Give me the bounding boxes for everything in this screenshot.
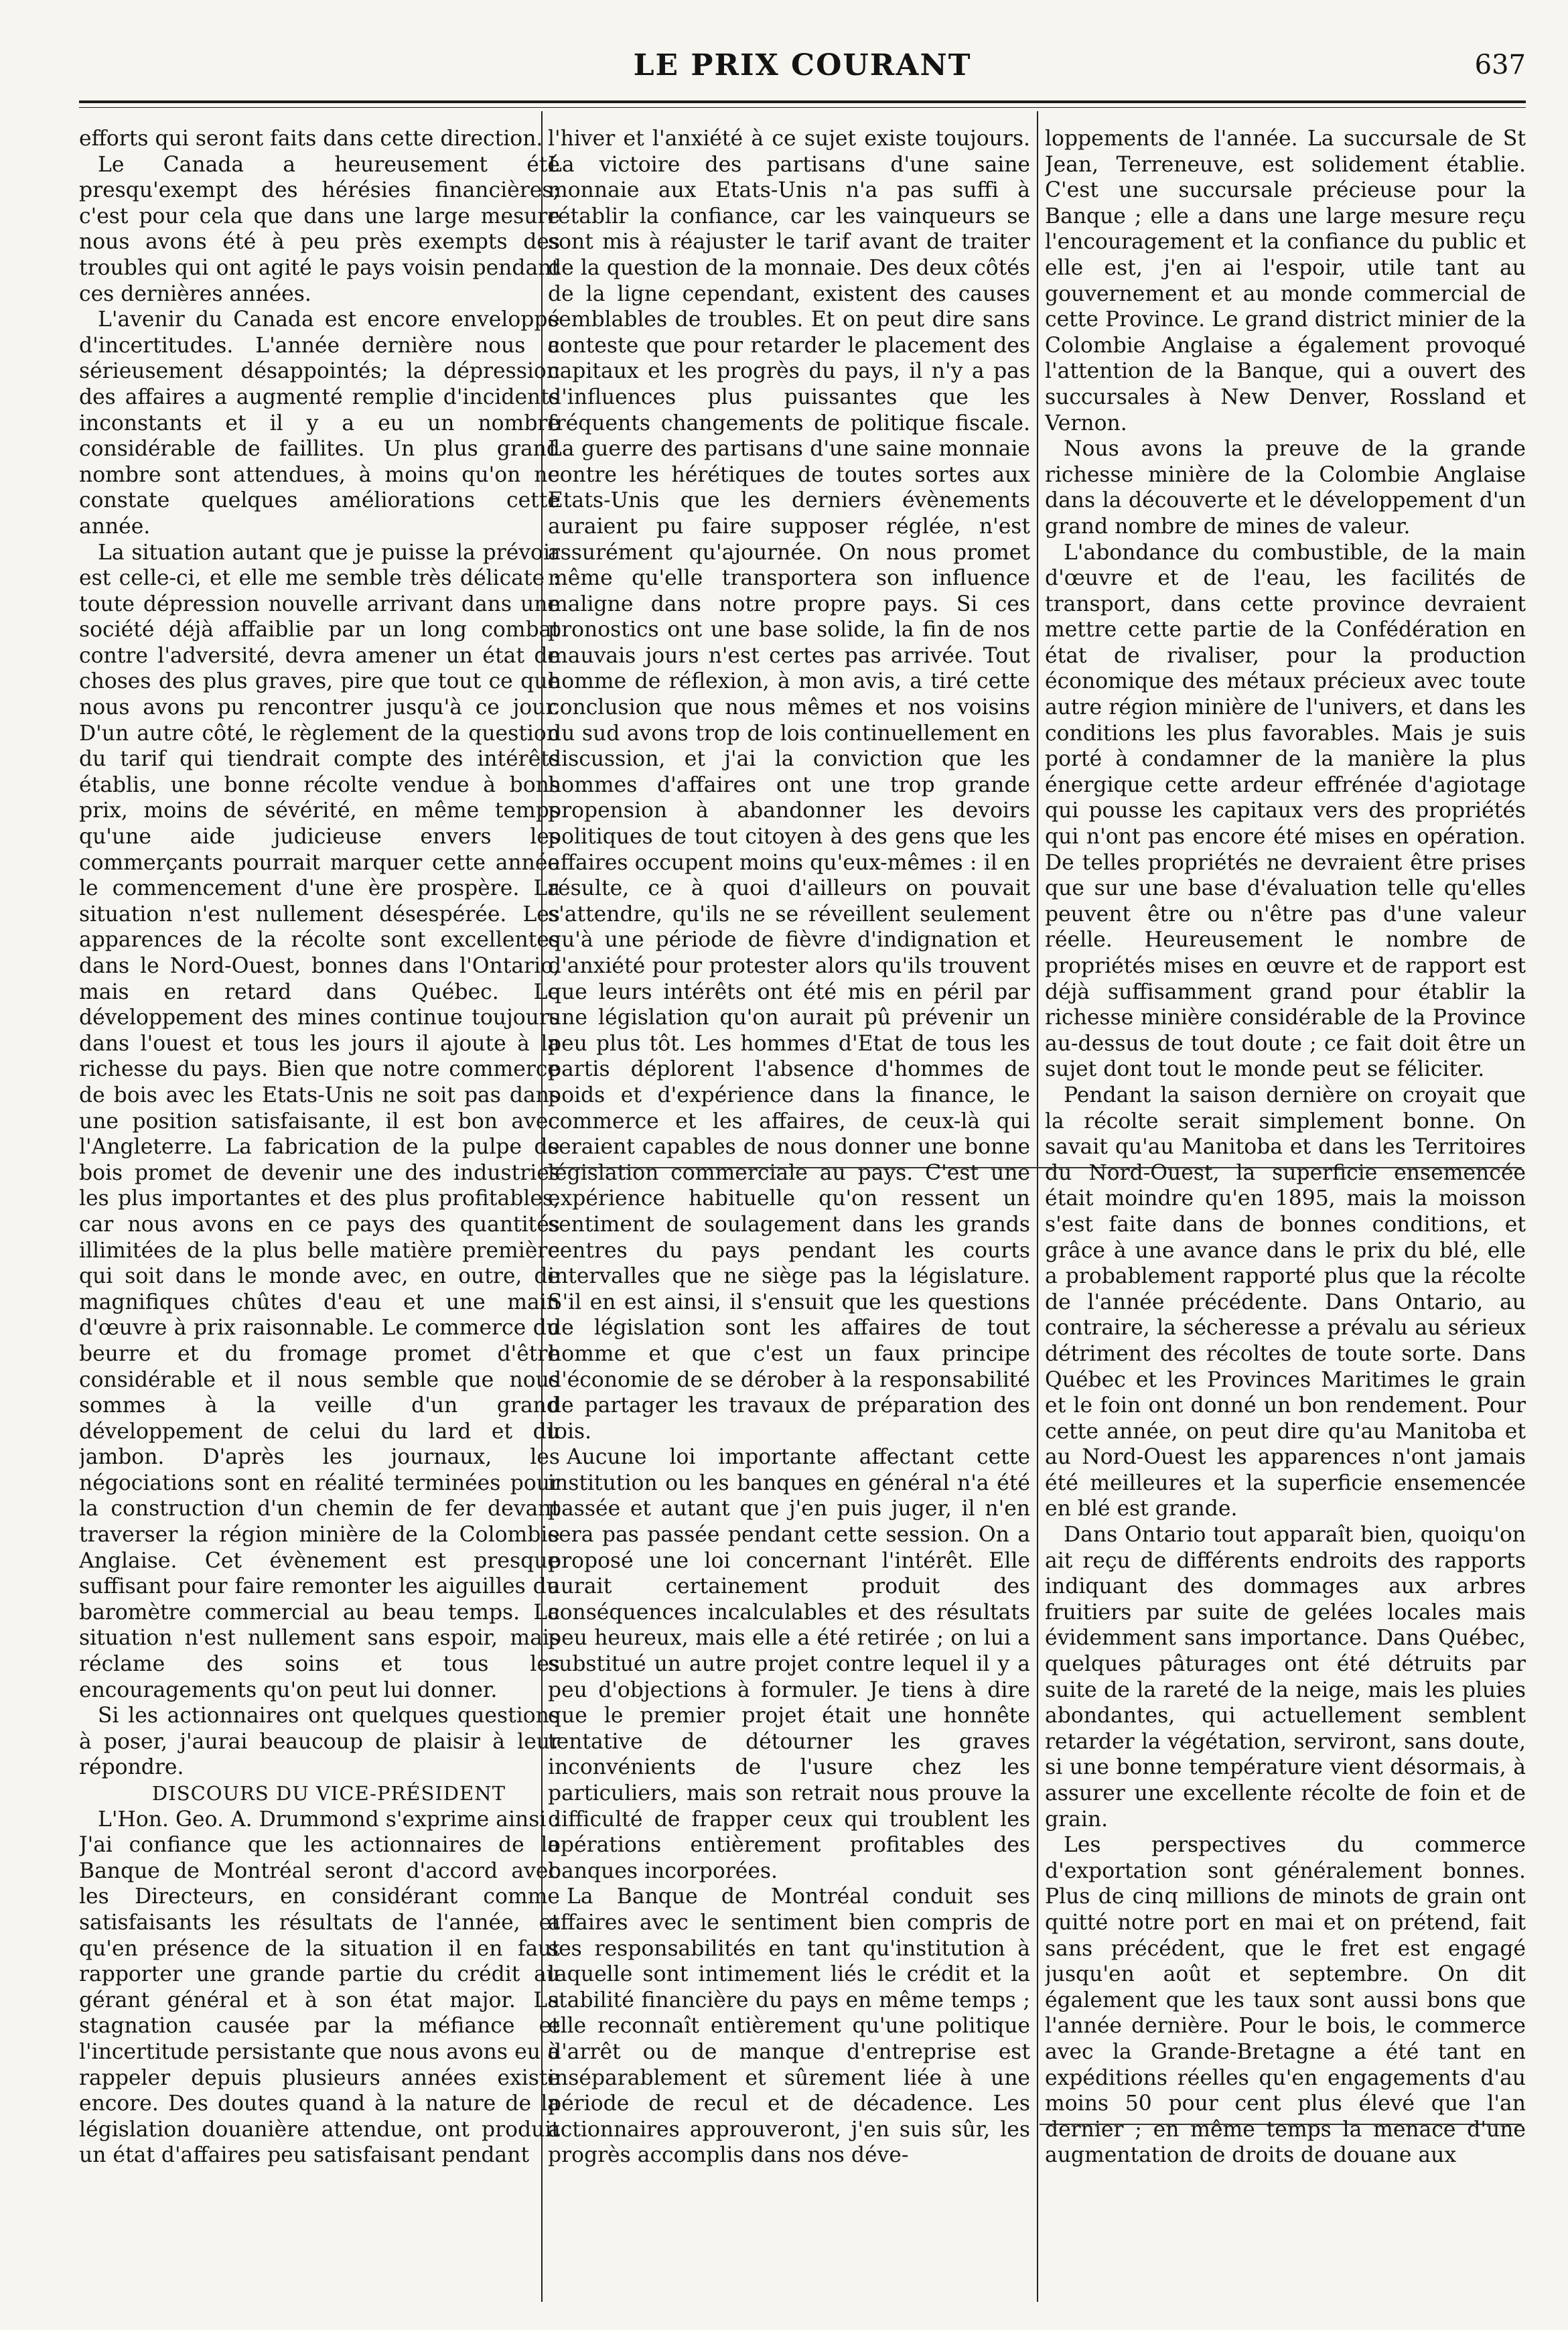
running-title: LE PRIX COURANT xyxy=(633,48,972,82)
paragraph: l'hiver et l'anxiété à ce sujet existe toujours. La victoire des partisans d'une saine monnaie aux Etats-Unis n'a pas suffi à rétablir la confiance, car les vainqueurs se sont mis à réajuster le tarif avant de traiter de la question de la monnaie. Des deux côtés de la ligne cependant, existent des causes semblables de troubles. Et on peut dire sans conteste que pour retarder le placement des capitaux et les progrès du pays, il n'y a pas d'influences plus puissantes que les fréquents changements de politique fiscale. La guerre des partisans d'une saine monnaie contre les hérétiques de toutes sortes aux Etats-Unis que les derniers évènements auraient pu faire supposer réglée, n'est assurément qu'ajournée. On nous promet même qu'elle transportera son influence maligne dans notre propre pays. Si ces pronostics ont une base solide, la fin de nos mauvais jours n'est certes pas arrivée. Tout homme de réflexion, à mon avis, a tiré cette conclusion que nous mêmes et nos voisins du sud avons trop de lois continuellement en discussion, et j'ai la conviction que les hommes d'affaires ont une trop grande propension à abandonner les devoirs politiques de tout citoyen à des gens que les affaires occupent moins qu'eux-mêmes : il en résulte, ce à quoi d'ailleurs on pouvait s'attendre, qu'ils ne se réveillent seulement qu'à une période de fièvre d'indignation et d'anxiété pour protester alors qu'ils trouvent que leurs intérêts ont été mis en péril par une législation qu'on aurait pû prévenir un peu plus tôt. Les hommes d'Etat de tous les partis déplorent l'absence d'hommes de poids et d'expérience dans la finance, le commerce et les affaires, de ceux-là qui seraient capables de nous donner une bonne législation commerciale au pays. C'est une expérience habituelle qu'on ressent un sentiment de soulagement dans les grands centres du pays pendant les courts intervalles que ne siège pas la législature. S'il en est ainsi, il s'ensuit que les questions de législation sont les affaires de tout homme et que c'est un faux principe d'économie de se dérober à la responsabilité de partager les travaux de préparation des lois. xyxy=(548,127,1030,1444)
paragraph: L'abondance du combustible, de la main d'œuvre et de l'eau, les facilités de transport, dans cette province devraient mettre cette partie de la Confédération en état de rivaliser, pour la production économique des métaux précieux avec toute autre région minière de l'univers, et dans les conditions les plus favorables. Mais je suis porté à condamner de la manière la plus énergique cette ardeur effrénée d'agiotage qui pousse les capitaux vers des propriétés qui n'ont pas encore été mises en opération. De telles propriétés ne devraient être prises que sur une base d'évaluation telle qu'elles peuvent être ou n'être pas d'une valeur réelle. Heureusement le nombre de propriétés mises en œuvre et de rapport est déjà suffisamment grand pour établir la richesse minière considérable de la Province au-dessus de tout doute ; ce fait doit être un sujet dont tout le monde peut se féliciter. xyxy=(1045,540,1526,1082)
paragraph: Si les actionnaires ont quelques questions à poser, j'aurai beaucoup de plaisir à leur répondre. xyxy=(79,1704,560,1780)
paragraph: La Banque de Montréal conduit ses affaires avec le sentiment bien compris de ses responsabilités en tant qu'institution à laquelle sont intimement liés le crédit et la stabilité financière du pays en même temps ; elle reconnaît entièrement qu'une politique d'arrêt ou de manque d'entreprise est inséparablement et sûrement liée à une période de recul et de décadence. Les actionnaires approuveront, j'en suis sûr, les progrès accomplis dans nos déve- xyxy=(548,1884,1030,2168)
header-rule-thin xyxy=(79,107,1526,108)
page-number: 637 xyxy=(1474,50,1526,80)
page-header xyxy=(79,48,1526,86)
paragraph: Aucune loi importante affectant cette institution ou les banques en général n'a été passée et autant que j'en puis juger, il n'en sera pas passée pendant cette session. On a proposé une loi concernant l'intérêt. Elle aurait certainement produit des conséquences incalculables et des résultats peu heureux, mais elle a été retirée ; on lui a substitué un autre projet contre lequel il y a peu d'objections à formuler. Je tiens à dire que le premier projet était une honnête tentative de détourner les graves inconvénients de l'usure chez les particuliers, mais son retrait nous prouve la difficulté de frapper ceux qui troublent les opérations entièrement profitables des banques incorporées. xyxy=(548,1445,1030,1883)
text-column-2 xyxy=(548,126,1030,2303)
paragraph: L'avenir du Canada est encore enveloppé d'incertitudes. L'année dernière nous a sérieusement désappointés; la dépression des affaires a augmenté remplie d'incidents inconstants et il y a eu un nombre considérable de faillites. Un plus grand nombre sont attendues, à moins qu'on ne constate quelques améliorations cette année. xyxy=(79,307,560,539)
paragraph: L'Hon. Geo. A. Drummond s'exprime ainsi : J'ai confiance que les actionnaires de la Banque de Montréal seront d'accord avec les Directeurs, en considérant comme satisfaisants les résultats de l'année, et qu'en présence de la situation il en faut rapporter une grande partie du crédit au gérant général et à son état major. La stagnation causée par la méfiance et l'incertitude persistante que nous avons eu à rappeler depuis plusieurs années existe encore. Des doutes quand à la nature de la législation douanière attendue, ont produit un état d'affaires peu satisfaisant pendant xyxy=(79,1807,560,2168)
text-column-3 xyxy=(1045,126,1526,2303)
paragraph: La situation autant que je puisse la prévoir est celle-ci, et elle me semble très délicate : toute dépression nouvelle arrivant dans une société déjà affaiblie par un long combat contre l'adversité, devra amener un état de choses des plus graves, pire que tout ce que nous avons pu rencontrer jusqu'à ce jour. D'un autre côté, le règlement de la question du tarif qui tiendrait compte des intérêts établis, une bonne récolte vendue à bons prix, moins de sévérité, en même temps qu'une aide judicieuse envers les commerçants pourrait marquer cette année le commencement d'une ère prospère. La situation n'est nullement désespérée. Les apparences de la récolte sont excellentes dans le Nord-Ouest, bonnes dans l'Ontario, mais en retard dans Québec. Le développement des mines continue toujours dans l'ouest et tous les jours il ajoute à la richesse du pays. Bien que notre commerce de bois avec les Etats-Unis ne soit pas dans une position satisfaisante, il est bon avec l'Angleterre. La fabrication de la pulpe de bois promet de devenir une des industries les plus importantes et des plus profitables, car nous avons en ce pays des quantités illimitées de la plus belle matière première qui soit dans le monde avec, en outre, de magnifiques chûtes d'eau et une main d'œuvre à prix raisonnable. Le commerce du beurre et du fromage promet d'être considérable et il nous semble que nous sommes à la veille d'un grand développement de celui du lard et du jambon. D'après les journaux, les négociations sont en réalité terminées pour la construction d'un chemin de fer devant traverser la région minière de la Colombie Anglaise. Cet évènement est presque suffisant pour faire remonter les aiguilles du baromètre commercial au beau temps. La situation n'est nullement sans espoir, mais réclame des soins et tous les encouragements qu'on peut lui donner. xyxy=(79,540,560,1702)
paragraph: efforts qui seront faits dans cette direction. xyxy=(79,127,543,151)
header-rule xyxy=(79,100,1526,103)
paragraph: loppements de l'année. La succursale de St Jean, Terreneuve, est solidement établie. C'est une succursale précieuse pour la Banque ; elle a dans une large mesure reçu l'encouragement et la confiance du public et elle est, j'en ai l'espoir, utile tant au gouvernement et au monde commercial de cette Province. Le grand district minier de la Colombie Anglaise a également provoqué l'attention de la Banque, qui a ouvert des succursales à New Denver, Rossland et Vernon. xyxy=(1045,127,1526,435)
paragraph: Les perspectives du commerce d'exportation sont généralement bonnes. Plus de cinq millions de minots de grain ont quitté notre port en mai et on prétend, fait sans précédent, que le fret est engagé jusqu'en août et septembre. On dit également que les taux sont aussi bons que l'année dernière. Pour le bois, le commerce avec la Grande-Bretagne a été tant en expéditions réelles qu'en engagements d'au moins 50 pour cent plus élevé que l'an dernier ; en même temps la menace d'une augmentation de droits de douane aux xyxy=(1045,1833,1526,2168)
paragraph: Dans Ontario tout apparaît bien, quoiqu'on ait reçu de différents endroits des rapports indiquant des dommages aux arbres fruitiers par suite de gelées locales mais évidemment sans importance. Dans Québec, quelques pâturages ont été détruits par suite de la rareté de la neige, mais les pluies abondantes, qui actuellement semblent retarder la végétation, serviront, sans doute, si une bonne température vient désormais, à assurer une excellente récolte de foin et de grain. xyxy=(1045,1523,1526,1832)
section-title: DISCOURS DU VICE-PRÉSIDENT xyxy=(152,1782,506,1805)
paragraph: Nous avons la preuve de la grande richesse minière de la Colombie Anglaise dans la découverte et le développement d'un grand nombre de mines de valeur. xyxy=(1045,437,1526,539)
text-column-1 xyxy=(79,126,560,2303)
column-divider xyxy=(1037,111,1038,2302)
paragraph: Pendant la saison dernière on croyait que la récolte serait simplement bonne. On savait qu'au Manitoba et dans les Territoires du Nord-Ouest, la superficie ensemencée était moindre qu'en 1895, mais la moisson s'est faite dans de bonnes conditions, et grâce à une avance dans le prix du blé, elle a probablement rapporté plus que la récolte de l'année précédente. Dans Ontario, au contraire, la sécheresse a prévalu au sérieux détriment des récoltes de toute sorte. Dans Québec et les Provinces Maritimes le grain et le foin ont donné un bon rendement. Pour cette année, on peut dire qu'au Manitoba et au Nord-Ouest les apparences n'ont jamais été meilleures et la superficie ensemencée en blé est grande. xyxy=(1045,1083,1526,1521)
paragraph: Le Canada a heureusement été presqu'exempt des hérésies financières; c'est pour cela que dans une large mesure nous avons été à peu près exempts des troubles qui ont agité le pays voisin pendant ces dernières années. xyxy=(79,152,560,306)
